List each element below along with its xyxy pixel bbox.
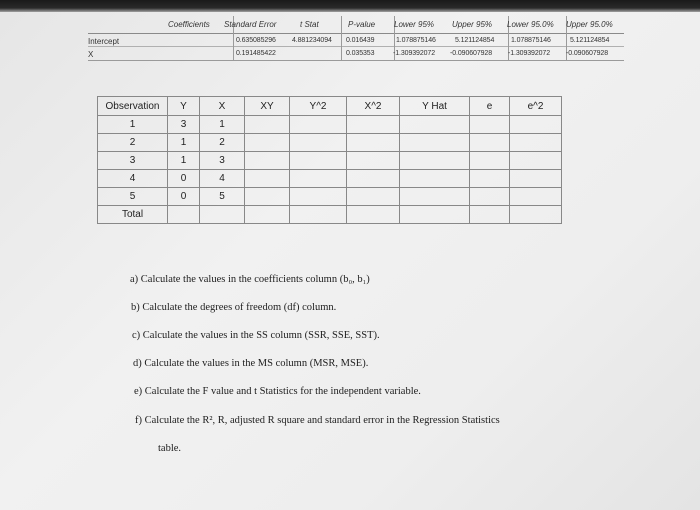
cell-e [470, 116, 510, 134]
header-p-value: P-value [348, 20, 376, 29]
cell-y: 0 [168, 188, 200, 206]
header-y-squared: Y^2 [290, 97, 347, 116]
question-e: e) Calculate the F value and t Statistics for the independent variable. [134, 386, 421, 397]
cell-e-squared [510, 116, 562, 134]
x-lower-95-0: -1.309392072 [508, 50, 551, 57]
x-standard-error: 0.191485422 [236, 50, 276, 57]
cell-x-squared [347, 206, 400, 224]
cell-observation: 5 [98, 188, 168, 206]
cell-y: 1 [168, 134, 200, 152]
cell-e-squared [510, 170, 562, 188]
header-upper-95: Upper 95% [452, 20, 493, 29]
row-label-intercept: Intercept [88, 37, 120, 46]
cell-y-hat [400, 170, 470, 188]
intercept-standard-error: 0.635085296 [236, 37, 276, 44]
cell-y-squared [290, 170, 347, 188]
cell-x: 4 [200, 170, 245, 188]
row-label-x: X [88, 50, 94, 59]
question-f-continuation: table. [158, 443, 182, 454]
x-upper-95: -0.090607928 [450, 50, 493, 57]
header-t-stat: t Stat [300, 20, 319, 29]
observation-table [97, 96, 562, 224]
cell-x [200, 206, 245, 224]
x-lower-95: -1.309392072 [393, 50, 436, 57]
cell-xy [245, 188, 290, 206]
cell-xy [245, 206, 290, 224]
question-b: b) Calculate the degrees of freedom (df) column. [131, 302, 337, 313]
intercept-upper-95: 5.121124854 [455, 37, 495, 44]
table-row [98, 188, 562, 206]
cell-x-squared [347, 170, 400, 188]
cell-e [470, 152, 510, 170]
observation-header-row [98, 97, 562, 116]
cell-x-squared [347, 134, 400, 152]
cell-y [168, 206, 200, 224]
cell-y-hat [400, 152, 470, 170]
worksheet-photo [0, 12, 700, 510]
cell-e [470, 188, 510, 206]
intercept-lower-95: 1.078875146 [396, 37, 436, 44]
cell-xy [245, 152, 290, 170]
header-standard-error: Standard Error [224, 20, 277, 29]
header-observation: Observation [98, 97, 168, 116]
cell-x: 1 [200, 116, 245, 134]
cell-y-squared [290, 188, 347, 206]
cell-xy [245, 134, 290, 152]
table-row [98, 116, 562, 134]
header-y: Y [168, 97, 200, 116]
question-a: a) Calculate the values in the coefficients column (b₀, b₁) [130, 274, 370, 285]
cell-observation: 3 [98, 152, 168, 170]
x-upper-95-0: -0.090607928 [566, 50, 609, 57]
header-x-squared: X^2 [347, 97, 400, 116]
col-rule [341, 16, 342, 60]
table-row [98, 170, 562, 188]
cell-y-hat [400, 188, 470, 206]
x-p-value: 0.035353 [346, 50, 375, 57]
cell-y: 3 [168, 116, 200, 134]
bottom-rule [88, 60, 624, 61]
intercept-upper-95-0: 5.121124854 [570, 37, 610, 44]
question-c: c) Calculate the values in the SS column (SSR, SSE, SST). [132, 330, 380, 341]
question-d: d) Calculate the values in the MS column (MSR, MSE). [133, 358, 369, 369]
cell-y-squared [290, 134, 347, 152]
header-x: X [200, 97, 245, 116]
cell-y-hat [400, 206, 470, 224]
cell-e [470, 134, 510, 152]
cell-total-label: Total [98, 206, 168, 224]
header-lower-95: Lower 95% [394, 20, 435, 29]
cell-e [470, 206, 510, 224]
cell-y-squared [290, 206, 347, 224]
header-y-hat: Y Hat [400, 97, 470, 116]
cell-y-hat [400, 134, 470, 152]
question-f: f) Calculate the R², R, adjusted R square and standard error in the Regression Statistics [135, 415, 500, 426]
header-upper-95-0: Upper 95.0% [566, 20, 613, 29]
cell-e [470, 170, 510, 188]
cell-e-squared [510, 206, 562, 224]
table-row-total [98, 206, 562, 224]
intercept-t-stat: 4.881234094 [292, 37, 332, 44]
header-e-squared: e^2 [510, 97, 562, 116]
header-xy: XY [245, 97, 290, 116]
cell-x: 3 [200, 152, 245, 170]
cell-observation: 4 [98, 170, 168, 188]
table-row [98, 134, 562, 152]
cell-e-squared [510, 188, 562, 206]
cell-x-squared [347, 116, 400, 134]
cell-x-squared [347, 188, 400, 206]
cell-observation: 1 [98, 116, 168, 134]
cell-xy [245, 170, 290, 188]
intercept-p-value: 0.016439 [346, 37, 375, 44]
cell-y-squared [290, 116, 347, 134]
cell-observation: 2 [98, 134, 168, 152]
cell-y-hat [400, 116, 470, 134]
regression-output-table [0, 12, 700, 82]
cell-xy [245, 116, 290, 134]
header-e: e [470, 97, 510, 116]
cell-y: 1 [168, 152, 200, 170]
cell-x: 2 [200, 134, 245, 152]
cell-y: 0 [168, 170, 200, 188]
table-row [98, 152, 562, 170]
header-rule [88, 33, 624, 34]
header-coefficients: Coefficients [168, 20, 210, 29]
header-lower-95-0: Lower 95.0% [507, 20, 554, 29]
intercept-lower-95-0: 1.078875146 [511, 37, 551, 44]
cell-y-squared [290, 152, 347, 170]
cell-e-squared [510, 134, 562, 152]
cell-x-squared [347, 152, 400, 170]
cell-e-squared [510, 152, 562, 170]
cell-x: 5 [200, 188, 245, 206]
row-rule [88, 46, 624, 47]
